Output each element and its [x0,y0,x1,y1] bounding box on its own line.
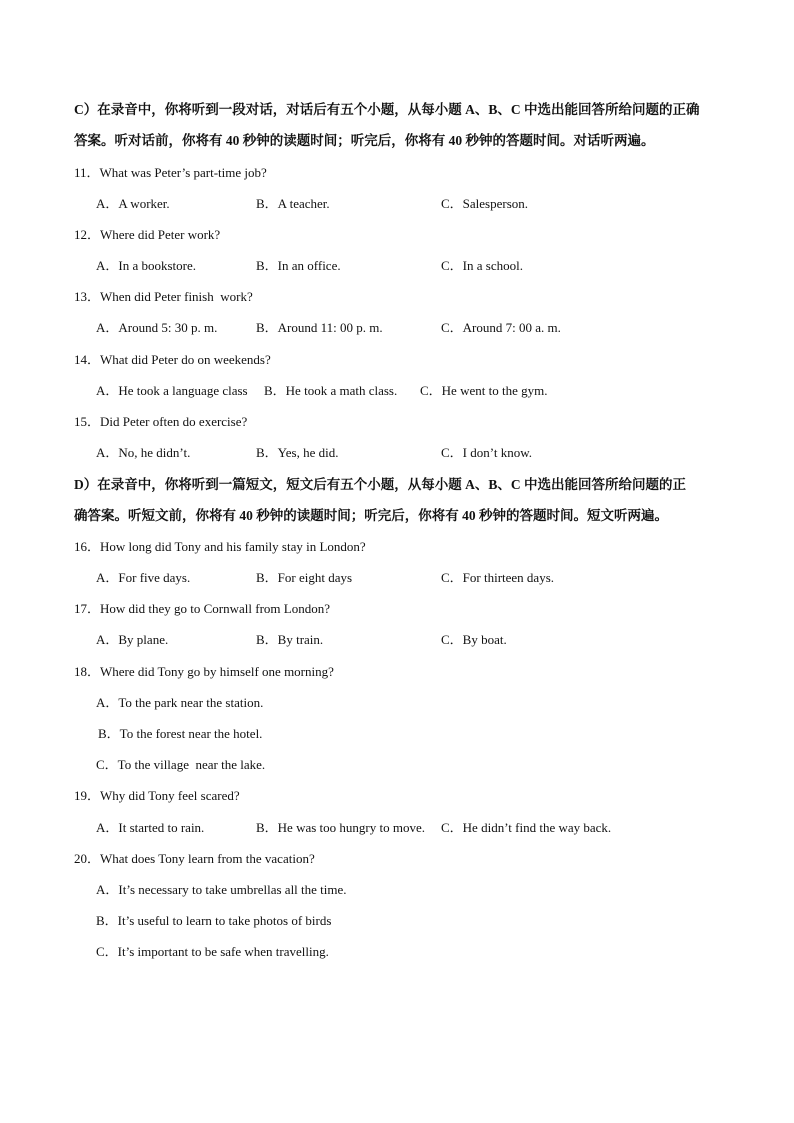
section-d-heading-line2: 确答案。听短文前，你将有 40 秒钟的读题时间；听完后，你将有 40 秒钟的答题时间。短文听两遍。 [74,508,668,523]
question-16-option-c: C．For thirteen days. [441,570,555,585]
question-16: 16．How long did Tony and his family stay in London? [74,539,366,554]
question-14-option-a: A．He took a language class [96,383,248,398]
question-11-option-a: A．A worker. [96,196,170,211]
question-15-option-b: B．Yes, he did. [256,445,339,460]
section-c-heading [74,94,734,156]
question-20-option-c: C．It’s important to be safe when travelling. [96,944,329,959]
question-16-option-a: A．For five days. [96,570,191,585]
question-17: 17．How did they go to Cornwall from London? [74,601,330,616]
question-15-option-a: A．No, he didn’t. [96,445,191,460]
question-15: 15．Did Peter often do exercise? [74,414,248,429]
question-13-option-a: A．Around 5: 30 p. m. [96,320,218,335]
question-11-option-b: B．A teacher. [256,196,330,211]
question-18-option-b: B．To the forest near the hotel. [98,726,263,741]
question-19-option-b: B．He was too hungry to move. [256,820,425,835]
question-18-option-c: C．To the village near the lake. [96,757,266,772]
question-20: 20．What does Tony learn from the vacation? [74,851,315,866]
question-18-option-a: A．To the park near the station. [96,695,264,710]
question-12-option-a: A．In a bookstore. [96,258,197,273]
question-14: 14．What did Peter do on weekends? [74,352,271,367]
question-18: 18．Where did Tony go by himself one morning? [74,664,334,679]
question-12-option-b: B．In an office. [256,258,341,273]
question-20-option-a: A．It’s necessary to take umbrellas all the time. [96,882,347,897]
section-d-heading [74,469,734,531]
question-19-option-c: C．He didn’t find the way back. [441,820,612,835]
question-11-option-c: C．Salesperson. [441,196,529,211]
section-c-heading-line1: C）在录音中，你将听到一段对话，对话后有五个小题，从每小题 A、B、C 中选出能回答所给问题的正确 [74,102,700,117]
question-13: 13．When did Peter finish work? [74,289,253,304]
question-14-option-c: C．He went to the gym. [420,383,548,398]
question-16-option-b: B．For eight days [256,570,353,585]
question-14-option-b: B．He took a math class. [264,383,398,398]
section-c-heading-line2: 答案。听对话前，你将有 40 秒钟的读题时间；听完后，你将有 40 秒钟的答题时间。对话听两遍。 [74,133,655,148]
question-17-option-b: B．By train. [256,632,324,647]
question-13-option-c: C．Around 7: 00 a. m. [441,320,561,335]
question-15-option-c: C．I don’t know. [441,445,533,460]
question-19: 19．Why did Tony feel scared? [74,788,240,803]
question-17-option-c: C．By boat. [441,632,507,647]
section-d-heading-line1: D）在录音中，你将听到一篇短文，短文后有五个小题，从每小题 A、B、C 中选出能回答所给问题的正 [74,477,687,492]
question-12: 12．Where did Peter work? [74,227,221,242]
question-13-option-b: B．Around 11: 00 p. m. [256,320,383,335]
question-19-option-a: A．It started to rain. [96,820,205,835]
question-20-option-b: B．It’s useful to learn to take photos of birds [96,913,332,928]
question-17-option-a: A．By plane. [96,632,169,647]
question-12-option-c: C．In a school. [441,258,523,273]
question-11: 11．What was Peter’s part-time job? [74,165,267,180]
